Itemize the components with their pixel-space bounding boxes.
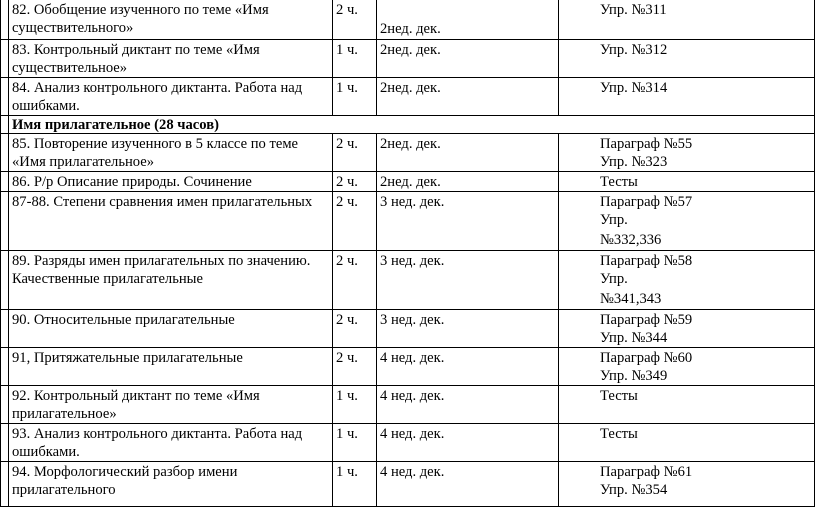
hours-cell xyxy=(333,78,377,116)
homework-line: Упр. №344 xyxy=(600,330,668,346)
topic-cell xyxy=(9,424,333,462)
hours-cell xyxy=(333,310,377,348)
section-title: Имя прилагательное (28 часов) xyxy=(9,116,815,134)
week-value: 4 нед. дек. xyxy=(380,350,445,366)
hours-cell xyxy=(333,462,377,507)
week-value: 4 нед. дек. xyxy=(380,388,445,404)
week-value: 3 нед. дек. xyxy=(380,194,445,210)
row-gutter-cell xyxy=(1,251,9,310)
row-gutter-cell xyxy=(1,462,9,507)
row-gutter-cell xyxy=(1,192,9,251)
week-cell xyxy=(377,386,559,424)
table-row xyxy=(1,78,815,116)
homework-cell xyxy=(559,192,815,251)
homework-line: Упр. №311 xyxy=(600,2,667,18)
hours-cell xyxy=(333,386,377,424)
homework-line: Упр. №354 xyxy=(600,482,668,498)
hours-cell xyxy=(333,0,377,40)
topic-cell xyxy=(9,172,333,192)
homework-line: Тесты xyxy=(600,174,638,190)
week-cell xyxy=(377,310,559,348)
homework-cell xyxy=(559,310,815,348)
homework-cell xyxy=(559,78,815,116)
homework-line: №341,343 xyxy=(600,291,662,307)
homework-cell xyxy=(559,348,815,386)
topic-line: ошибками. xyxy=(12,98,80,114)
hours-value: 2 ч. xyxy=(336,136,358,152)
topic-line: ошибками. xyxy=(12,444,80,460)
hours-value: 1 ч. xyxy=(336,464,358,480)
row-gutter-cell xyxy=(1,78,9,116)
topic-line: 92. Контрольный диктант по теме «Имя xyxy=(12,388,260,404)
homework-line: №332,336 xyxy=(600,232,662,248)
homework-line: Упр. xyxy=(600,271,628,287)
week-cell xyxy=(377,172,559,192)
homework-cell xyxy=(559,0,815,40)
week-cell xyxy=(377,78,559,116)
row-gutter-cell xyxy=(1,386,9,424)
topic-cell xyxy=(9,40,333,78)
table-row xyxy=(1,172,815,192)
row-gutter-cell xyxy=(1,348,9,386)
row-gutter-cell xyxy=(1,424,9,462)
hours-value: 2 ч. xyxy=(336,253,358,269)
homework-cell xyxy=(559,172,815,192)
hours-cell xyxy=(333,40,377,78)
table-row xyxy=(1,134,815,172)
topic-cell xyxy=(9,462,333,507)
hours-value: 2 ч. xyxy=(336,312,358,328)
table-row xyxy=(1,251,815,310)
homework-cell xyxy=(559,251,815,310)
topic-line: существительного» xyxy=(12,20,134,36)
homework-line: Параграф №60 xyxy=(600,350,693,366)
hours-value: 1 ч. xyxy=(336,42,358,58)
homework-line: Упр. №323 xyxy=(600,154,668,170)
topic-line: 94. Морфологический разбор имени xyxy=(12,464,238,480)
hours-value: 1 ч. xyxy=(336,426,358,442)
row-gutter-cell xyxy=(1,116,9,134)
topic-line: 85. Повторение изученного в 5 классе по теме xyxy=(12,136,299,152)
homework-line: Упр. №314 xyxy=(600,80,668,96)
week-cell xyxy=(377,348,559,386)
week-cell xyxy=(377,0,559,40)
hours-value: 1 ч. xyxy=(336,388,358,404)
homework-cell xyxy=(559,424,815,462)
homework-cell xyxy=(559,134,815,172)
homework-cell xyxy=(559,386,815,424)
hours-cell xyxy=(333,172,377,192)
topic-line: 91, Притяжательные прилагательные xyxy=(12,350,243,366)
hours-value: 2 ч. xyxy=(336,350,358,366)
table-row xyxy=(1,310,815,348)
topic-line: 82. Обобщение изученного по теме «Имя xyxy=(12,2,269,18)
week-cell xyxy=(377,251,559,310)
table-row xyxy=(1,40,815,78)
week-cell xyxy=(377,134,559,172)
topic-cell xyxy=(9,78,333,116)
homework-line: Параграф №61 xyxy=(600,464,693,480)
homework-line: Упр. №349 xyxy=(600,368,668,384)
topic-cell xyxy=(9,386,333,424)
topic-line: существительное» xyxy=(12,60,128,76)
table-row xyxy=(1,386,815,424)
week-value: 3 нед. дек. xyxy=(380,253,445,269)
topic-cell xyxy=(9,348,333,386)
week-cell xyxy=(377,192,559,251)
topic-line: Качественные прилагательные xyxy=(12,271,203,287)
topic-line: 83. Контрольный диктант по теме «Имя xyxy=(12,42,260,58)
row-gutter-cell xyxy=(1,134,9,172)
homework-line: Упр. №312 xyxy=(600,42,668,58)
hours-value: 2 ч. xyxy=(336,194,358,210)
hours-value: 2 ч. xyxy=(336,174,358,190)
topic-line: прилагательное» xyxy=(12,406,117,422)
hours-value: 2 ч. xyxy=(336,2,358,18)
homework-line: Параграф №55 xyxy=(600,136,693,152)
hours-value: 1 ч. xyxy=(336,80,358,96)
hours-cell xyxy=(333,424,377,462)
hours-cell xyxy=(333,134,377,172)
topic-line: 90. Относительные прилагательные xyxy=(12,312,235,328)
week-value: 2нед. дек. xyxy=(380,174,441,190)
week-value: 2нед. дек. xyxy=(380,42,441,58)
hours-cell xyxy=(333,251,377,310)
table-row xyxy=(1,192,815,251)
week-value: 4 нед. дек. xyxy=(380,464,445,480)
topic-line: 86. Р/р Описание природы. Сочинение xyxy=(12,174,252,190)
table-row xyxy=(1,0,815,40)
homework-cell xyxy=(559,40,815,78)
homework-line: Упр. xyxy=(600,212,628,228)
week-value: 2нед. дек. xyxy=(380,80,441,96)
topic-cell xyxy=(9,0,333,40)
week-value: 3 нед. дек. xyxy=(380,312,445,328)
section-header-row xyxy=(1,116,815,134)
row-gutter-cell xyxy=(1,310,9,348)
homework-line: Параграф №58 xyxy=(600,253,693,269)
topic-cell xyxy=(9,192,333,251)
week-value: 4 нед. дек. xyxy=(380,426,445,442)
row-gutter-cell xyxy=(1,40,9,78)
week-cell xyxy=(377,424,559,462)
topic-line: «Имя прилагательное» xyxy=(12,154,155,170)
homework-line: Параграф №57 xyxy=(600,194,693,210)
topic-line: прилагательного xyxy=(12,482,116,498)
homework-cell xyxy=(559,462,815,507)
topic-line: 93. Анализ контрольного диктанта. Работа над xyxy=(12,426,303,442)
topic-cell xyxy=(9,251,333,310)
row-gutter-cell xyxy=(1,172,9,192)
hours-cell xyxy=(333,348,377,386)
week-value: 2нед. дек. xyxy=(380,21,441,37)
hours-cell xyxy=(333,192,377,251)
table-row xyxy=(1,462,815,507)
topic-cell xyxy=(9,310,333,348)
week-cell xyxy=(377,40,559,78)
week-cell xyxy=(377,462,559,507)
homework-line: Тесты xyxy=(600,388,638,404)
week-value: 2нед. дек. xyxy=(380,136,441,152)
homework-line: Параграф №59 xyxy=(600,312,693,328)
topic-line: 87-88. Степени сравнения имен прилагательных xyxy=(12,194,313,210)
row-gutter-cell xyxy=(1,0,9,40)
topic-cell xyxy=(9,134,333,172)
topic-line: 89. Разряды имен прилагательных по значению. xyxy=(12,253,311,269)
topic-line: 84. Анализ контрольного диктанта. Работа над xyxy=(12,80,303,96)
lesson-plan-body xyxy=(1,0,815,507)
table-row xyxy=(1,424,815,462)
homework-line: Тесты xyxy=(600,426,638,442)
table-row xyxy=(1,348,815,386)
